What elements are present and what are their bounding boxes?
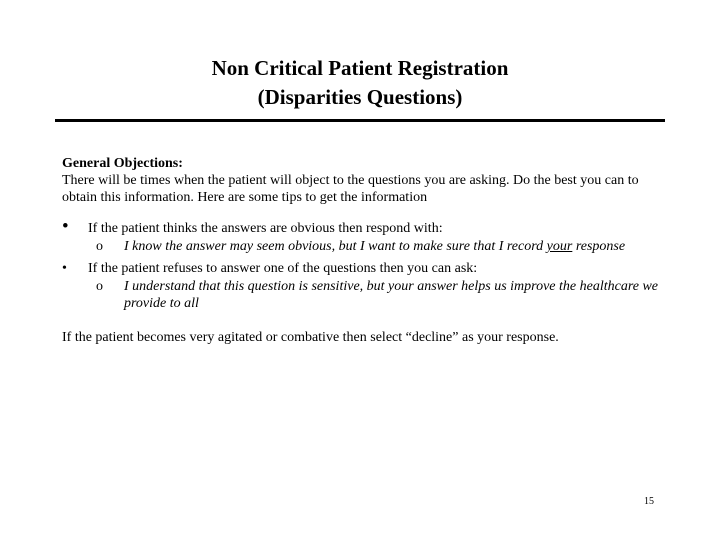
tips-list	[62, 216, 662, 312]
title-line-1: Non Critical Patient Registration	[211, 56, 509, 80]
title-divider	[55, 119, 665, 122]
sub-text-before: I know the answer may seem obvious, but I want to make sure that I record	[124, 239, 547, 254]
page-title	[0, 54, 720, 112]
intro-paragraph: There will be times when the patient will object to the questions you are asking. Do the best you can to obtain this information. Here are some tips to get the information	[62, 173, 639, 205]
tip-text: If the patient thinks the answers are obvious then respond with:	[88, 221, 443, 236]
content-body	[62, 155, 662, 346]
title-line-2: (Disparities Questions)	[257, 85, 463, 109]
page-number: 15	[644, 496, 654, 507]
sub-list-item	[88, 238, 662, 255]
sub-list	[88, 238, 662, 255]
sub-text-underlined: your	[546, 239, 573, 254]
circle-bullet-icon: o	[96, 279, 103, 294]
bullet-icon: •	[62, 261, 67, 276]
closing-paragraph: If the patient becomes very agitated or combative then select “decline” as your response.	[62, 330, 559, 345]
sub-text-after: response	[572, 239, 626, 254]
bullet-icon: •	[62, 216, 69, 237]
tip-text: If the patient refuses to answer one of the questions then you can ask:	[88, 261, 478, 276]
list-item	[62, 260, 662, 312]
section-heading: General Objections:	[62, 156, 183, 171]
sub-list	[88, 278, 662, 312]
sub-list-item	[88, 278, 662, 312]
circle-bullet-icon: o	[96, 239, 103, 254]
sub-text: I understand that this question is sensitive, but your answer helps us improve the healthcare we provide to all	[124, 279, 659, 311]
list-item	[62, 216, 662, 255]
